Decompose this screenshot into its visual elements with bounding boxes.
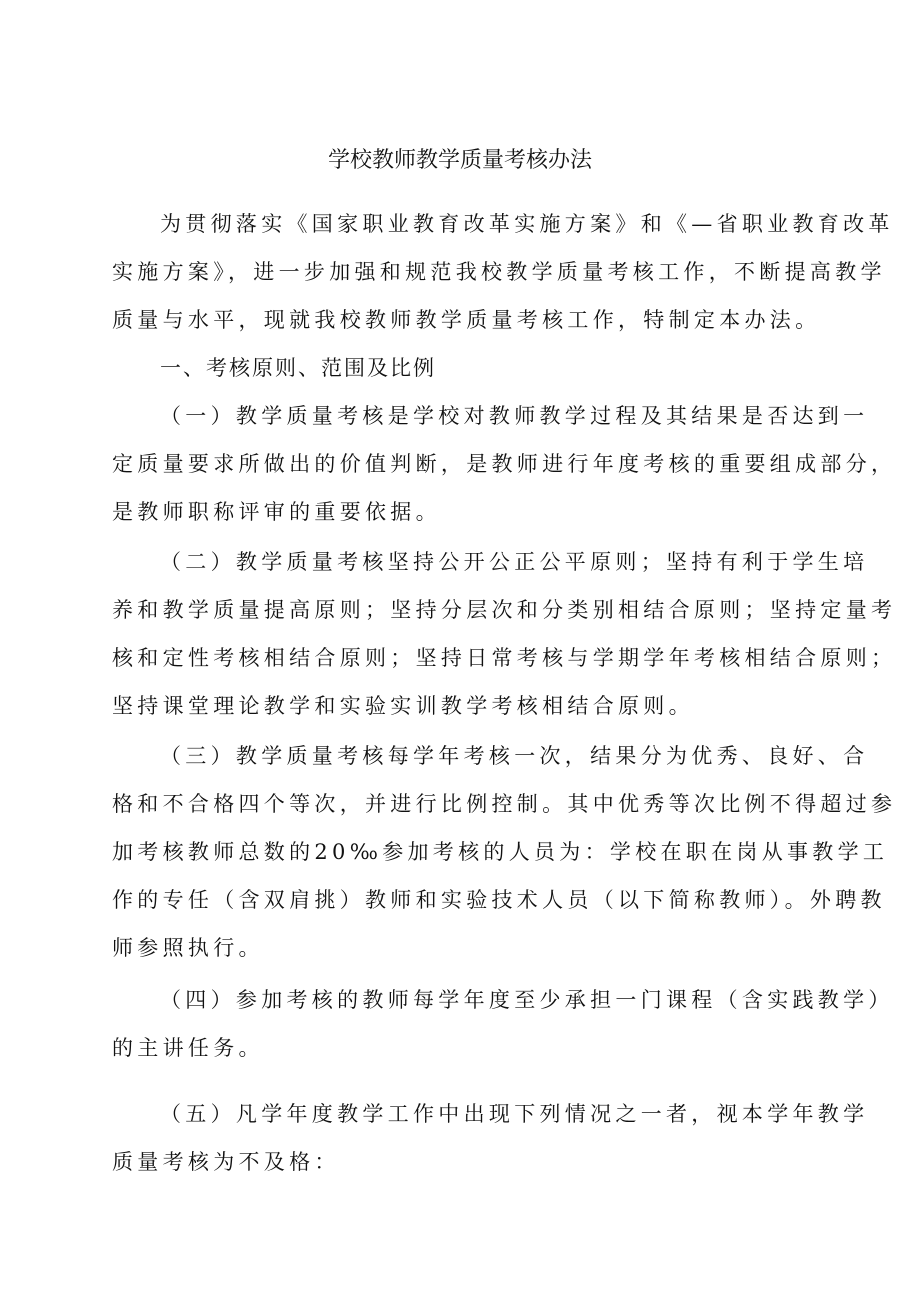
item-2-line-3: 核和定性考核相结合原则；坚持日常考核与学期学年考核相结合原则； bbox=[112, 646, 897, 670]
item-2-line-4: 坚持课堂理论教学和实验实训教学考核相结合原则。 bbox=[112, 694, 694, 718]
item-5-line-1: （五）凡学年度教学工作中出现下列情况之一者，视本学年教学 bbox=[160, 1102, 869, 1126]
item-3-line-2: 格和不合格四个等次，并进行比例控制。其中优秀等次比例不得超过参 bbox=[112, 792, 897, 816]
item-1-line-3: 是教师职称评审的重要依据。 bbox=[112, 500, 441, 524]
item-1-line-1: （一）教学质量考核是学校对教师教学过程及其结果是否达到一 bbox=[160, 404, 869, 428]
item-5-line-2: 质量考核为不及格： bbox=[112, 1150, 340, 1174]
item-4-line-2: 的主讲任务。 bbox=[112, 1036, 264, 1060]
section-heading: 一、考核原则、范围及比例 bbox=[160, 356, 436, 380]
intro-line-1: 为贯彻落实《国家职业教育改革实施方案》和《—省职业教育改革 bbox=[160, 212, 894, 236]
item-4-line-1: （四）参加考核的教师每学年度至少承担一门课程（含实践教学） bbox=[160, 988, 894, 1012]
intro-line-3: 质量与水平，现就我校教师教学质量考核工作，特制定本办法。 bbox=[112, 308, 821, 332]
item-3-line-4: 作的专任（含双肩挑）教师和实验技术人员（以下简称教师）。外聘教 bbox=[112, 888, 886, 912]
item-2-line-1: （二）教学质量考核坚持公开公正公平原则；坚持有利于学生培 bbox=[160, 550, 869, 574]
intro-line-2: 实施方案》，进一步加强和规范我校教学质量考核工作，不断提高教学 bbox=[112, 260, 886, 284]
item-3-line-5: 师参照执行。 bbox=[112, 936, 264, 960]
item-1-line-2: 定质量要求所做出的价值判断，是教师进行年度考核的重要组成部分， bbox=[112, 452, 897, 476]
item-3-line-1: （三）教学质量考核每学年考核一次，结果分为优秀、良好、合 bbox=[160, 744, 869, 768]
page-title: 学校教师教学质量考核办法 bbox=[327, 148, 592, 173]
item-2-line-2: 养和教学质量提高原则；坚持分层次和分类别相结合原则；坚持定量考 bbox=[112, 598, 897, 622]
item-3-line-3: 加考核教师总数的20‰参加考核的人员为：学校在职在岗从事教学工 bbox=[112, 840, 889, 864]
